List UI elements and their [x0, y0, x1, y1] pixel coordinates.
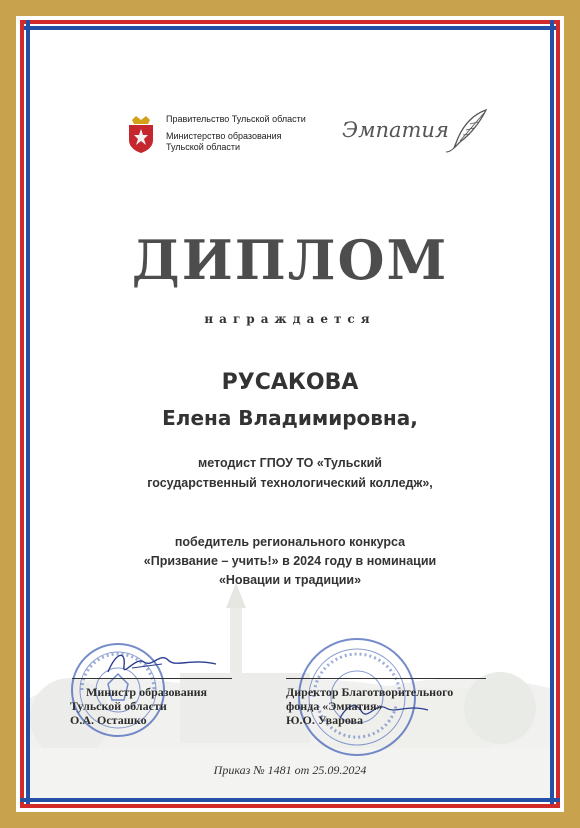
government-title: Правительство Тульской области — [166, 114, 306, 124]
order-reference: Приказ № 1481 от 25.09.2024 — [213, 763, 367, 777]
director-title: Директор Благотворительного — [286, 685, 454, 699]
diploma-title: ДИПЛОМ — [131, 228, 449, 292]
achievement-line3: «Новации и традиции» — [218, 573, 362, 587]
director-fund: фонда «Эмпатия» — [286, 699, 383, 713]
awarded-caption: награждается — [204, 312, 376, 326]
diploma-sheet — [30, 30, 550, 798]
minister-signature-line — [72, 678, 232, 679]
recipient-position-line2: государственный технологический колледж», — [147, 476, 433, 490]
director-signature-line — [286, 678, 486, 679]
minister-name: О.А. Осташко — [70, 713, 147, 727]
recipient-position-line1: методист ГПОУ ТО «Тульский — [198, 456, 382, 470]
recipient-surname: РУСАКОВА — [221, 370, 359, 395]
stripe-blue-bottom — [20, 798, 560, 802]
stripe-red-right — [556, 20, 560, 808]
ministry-title-line1: Министерство образования — [166, 131, 282, 141]
coat-of-arms-icon — [126, 114, 156, 154]
director-name: Ю.О. Уварова — [286, 713, 364, 727]
stripe-red-bottom — [20, 804, 560, 808]
achievement-line1: победитель регионального конкурса — [174, 535, 406, 549]
stripe-blue-right — [550, 20, 554, 808]
recipient-name: Елена Владимировна, — [162, 406, 418, 430]
minister-signature — [102, 642, 222, 682]
empathy-fund-logo-text: Эмпатия — [342, 118, 449, 142]
achievement-line2: «Призвание – учить!» в 2024 году в номинации — [143, 554, 437, 568]
stripe-red-left — [20, 20, 24, 808]
minister-title: Министр образования — [86, 685, 208, 699]
ministry-title-line2: Тульской области — [166, 142, 240, 152]
minister-region: Тульской области — [70, 699, 167, 713]
stripe-red-top — [20, 20, 560, 24]
feather-icon — [446, 108, 490, 154]
